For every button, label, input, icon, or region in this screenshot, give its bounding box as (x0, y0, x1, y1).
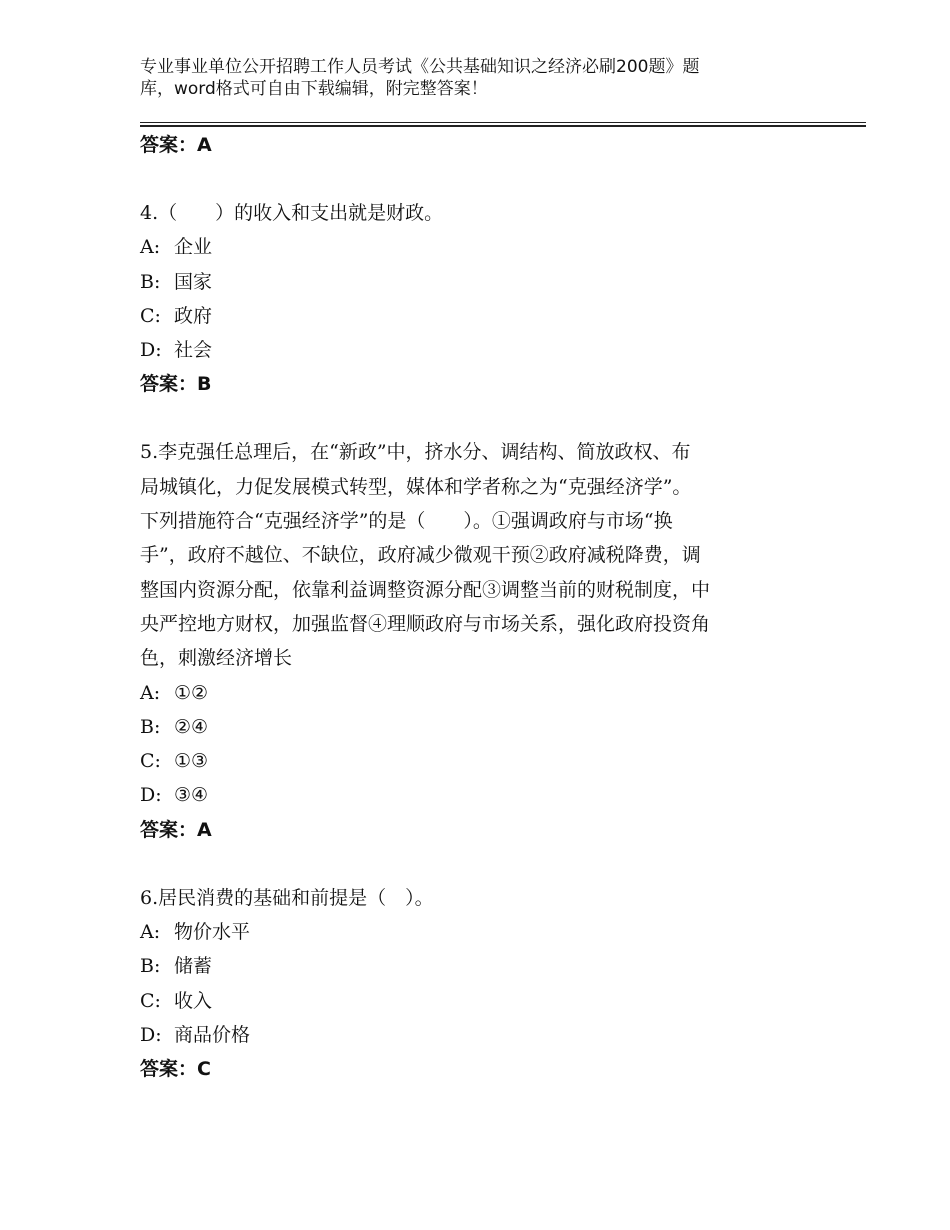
option-b (140, 949, 800, 983)
option-letter: C: (140, 304, 161, 327)
option-letter: C: (140, 989, 161, 1012)
option-d (140, 778, 800, 812)
option-c (140, 984, 800, 1018)
option-text: 商品价格 (174, 1023, 251, 1046)
question-6 (140, 881, 800, 1086)
document-header (140, 56, 800, 100)
question-stem-line: 5.李克强任总理后，在“新政”中，挤水分、调结构、简放政权、布 (140, 441, 691, 464)
question-stem-line: 色，刺激经济增长 (140, 647, 293, 670)
question-stem-line: 整国内资源分配，依靠利益调整资源分配③调整当前的财税制度，中 (140, 578, 711, 601)
option-c (140, 744, 800, 778)
question-stem-line: 局城镇化，力促发展模式转型，媒体和学者称之为“克强经济学”。 (140, 475, 692, 498)
question-5 (140, 435, 800, 846)
option-b (140, 265, 800, 299)
option-text: 收入 (174, 989, 213, 1012)
option-text: 社会 (174, 339, 213, 362)
question-4 (140, 196, 800, 401)
option-letter: D: (140, 1023, 162, 1046)
option-letter: A: (140, 921, 161, 944)
option-text: 物价水平 (174, 921, 251, 944)
answer: 答案：B (140, 373, 212, 396)
spacer (140, 401, 800, 435)
option-letter: C: (140, 750, 161, 773)
option-d (140, 1018, 800, 1052)
option-text: 国家 (174, 270, 213, 293)
option-c (140, 299, 800, 333)
option-text: 政府 (174, 304, 213, 327)
option-letter: D: (140, 339, 162, 362)
option-d (140, 333, 800, 367)
question-stem-line: 4.（ ）的收入和支出就是财政。 (140, 202, 444, 224)
header-divider (140, 122, 866, 127)
answer: 答案：A (140, 818, 212, 841)
option-letter: B: (140, 270, 161, 293)
option-text: ②④ (174, 715, 209, 738)
option-letter: D: (140, 784, 162, 807)
option-text: ①③ (174, 750, 209, 773)
spacer (140, 847, 800, 881)
option-text: ③④ (174, 784, 209, 807)
answer: 答案：C (140, 1058, 211, 1081)
spacer (140, 162, 800, 196)
question-stem-line: 央严控地方财权，加强监督④理顺政府与市场关系，强化政府投资角 (140, 612, 711, 635)
header-line-2: 库，word格式可自由下载编辑，附完整答案！ (140, 79, 488, 99)
option-letter: B: (140, 955, 161, 978)
option-letter: B: (140, 715, 161, 738)
option-b (140, 710, 800, 744)
option-a (140, 230, 800, 264)
option-text: ①② (174, 681, 209, 704)
option-a (140, 915, 800, 949)
header-line-1: 专业事业单位公开招聘工作人员考试《公共基础知识之经济必刷200题》题 (140, 57, 700, 77)
document-body (140, 128, 800, 1086)
previous-answer: 答案：A (140, 134, 212, 156)
option-text: 储蓄 (174, 955, 213, 978)
option-text: 企业 (174, 236, 213, 259)
option-letter: A: (140, 236, 161, 259)
option-letter: A: (140, 681, 161, 704)
option-a (140, 676, 800, 710)
question-stem-line: 6.居民消费的基础和前提是（ ）。 (140, 886, 434, 909)
question-stem-line: 手”，政府不越位、不缺位，政府减少微观干预②政府减税降费，调 (140, 544, 701, 567)
question-stem-line: 下列措施符合“克强经济学”的是（ ）。①强调政府与市场“换 (140, 510, 673, 533)
